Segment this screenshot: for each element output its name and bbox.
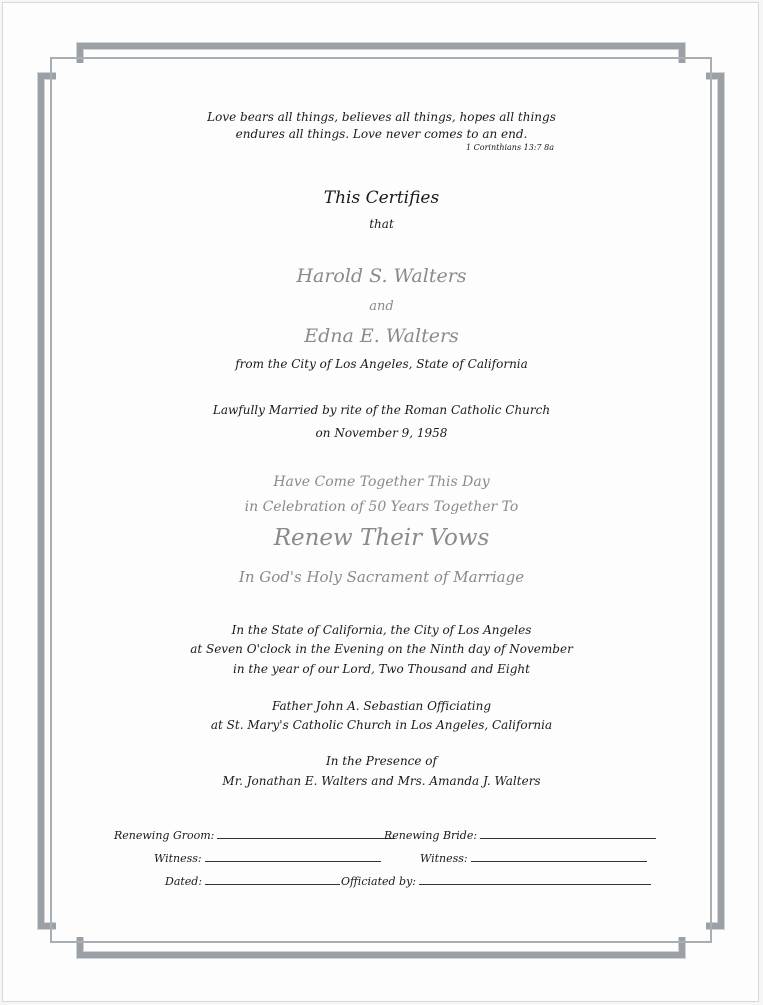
bride-name: Edna E. Walters	[304, 325, 459, 347]
bride-signature-line[interactable]	[480, 829, 656, 839]
officiant-line-1: Father John A. Sebastian Officiating	[271, 699, 492, 713]
witness-2-label: Witness:	[420, 852, 647, 865]
verse-citation: 1 Corinthians 13:7 8a	[466, 143, 554, 152]
conjunction: and	[369, 299, 394, 314]
officiant-line-2: at St. Mary's Catholic Church in Los Angeles, California	[210, 718, 553, 732]
witness-1-line[interactable]	[205, 852, 381, 862]
marriage-date: on November 9, 1958	[315, 426, 448, 440]
ceremony-line-1: In the State of California, the City of Los Angeles	[231, 623, 532, 637]
renewal-line-3: In God's Holy Sacrament of Marriage	[238, 568, 525, 586]
dated-line[interactable]	[205, 875, 340, 885]
officiated-label: Officiated by:	[341, 875, 651, 888]
renewal-line-2: in Celebration of 50 Years Together To	[244, 499, 519, 515]
witness-1-label: Witness:	[154, 852, 381, 865]
ceremony-line-3: in the year of our Lord, Two Thousand and Eight	[233, 662, 530, 676]
witness-2-line[interactable]	[471, 852, 647, 862]
couple-origin: from the City of Los Angeles, State of California	[235, 357, 528, 371]
renewal-line-1: Have Come Together This Day	[273, 474, 490, 490]
verse-line-2: endures all things. Love never comes to an end.	[235, 127, 528, 141]
certifies-title: This Certifies	[323, 188, 440, 208]
presence-line-2: Mr. Jonathan E. Walters and Mrs. Amanda J. Walters	[222, 774, 541, 788]
verse-line-1: Love bears all things, believes all things, hopes all things	[207, 110, 556, 124]
certifies-sub: that	[369, 217, 394, 231]
groom-signature-line[interactable]	[217, 829, 395, 839]
groom-name: Harold S. Walters	[296, 265, 467, 287]
officiated-line[interactable]	[419, 875, 651, 885]
presence-line-1: In the Presence of	[326, 754, 437, 768]
marriage-line-1: Lawfully Married by rite of the Roman Catholic Church	[212, 403, 551, 417]
dated-label: Dated:	[165, 875, 340, 888]
ceremony-line-2: at Seven O'clock in the Evening on the Ninth day of November	[190, 642, 573, 656]
bride-signature-label: Renewing Bride:	[384, 829, 656, 842]
renew-vows-title: Renew Their Vows	[273, 525, 490, 551]
groom-signature-label: Renewing Groom:	[114, 829, 395, 842]
